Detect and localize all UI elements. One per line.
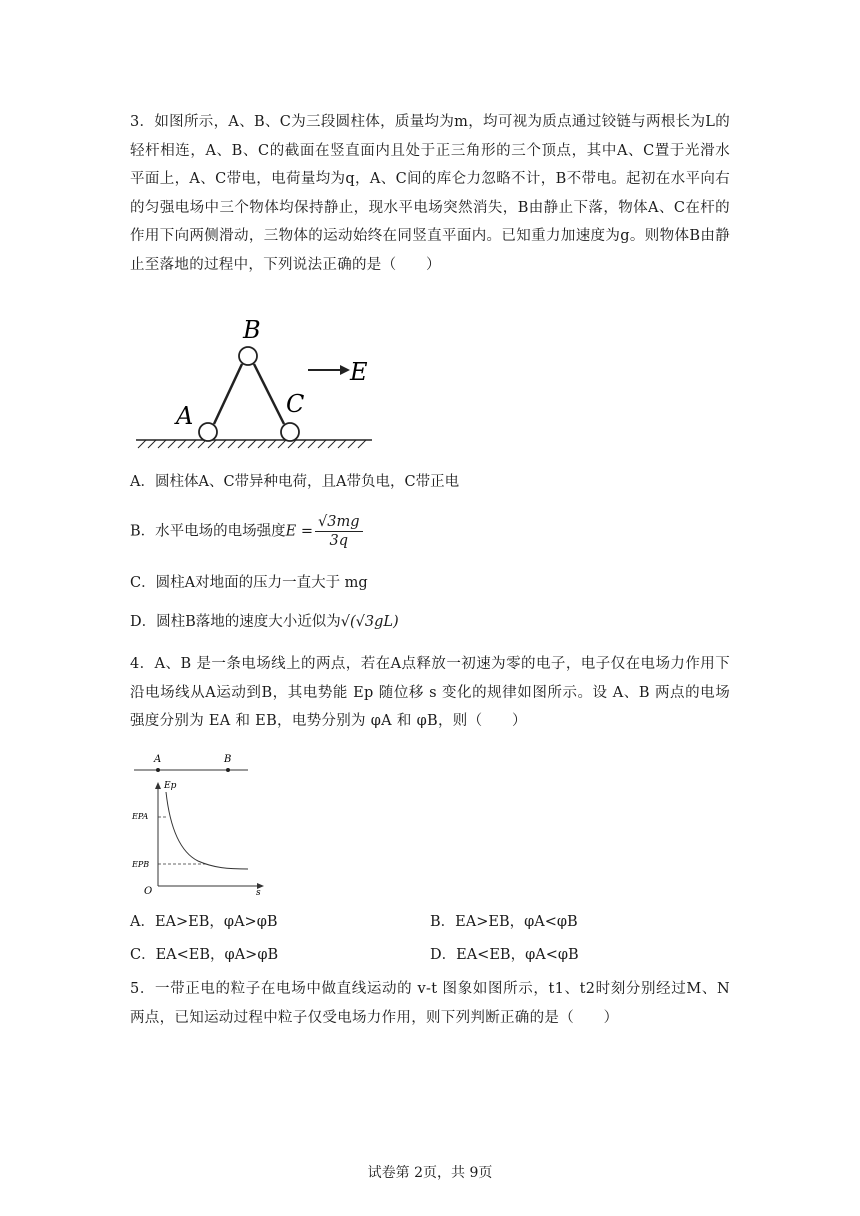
q3-option-b-denominator: 3q: [329, 533, 348, 549]
rod-bc: [254, 364, 284, 424]
q3-option-b-prefix: B．水平电场的电场强度: [130, 523, 286, 540]
cylinder-b: [239, 347, 257, 365]
question-5-text: 5．一带正电的粒子在电场中做直线运动的 v-t 图象如图所示，t1、t2时刻分别经过M、N两点，已知运动过程中粒子仅受电场力作用，则下列判断正确的是（ ）: [130, 981, 730, 1026]
q4-option-b[interactable]: B．EA>EB，φA<φB: [430, 914, 578, 930]
label-a: A: [176, 402, 194, 430]
cylinder-c: [281, 423, 299, 441]
point-b-label: B: [224, 754, 232, 765]
q3-option-b[interactable]: [130, 513, 363, 550]
q3-option-d[interactable]: [130, 612, 399, 632]
q4-figure: [128, 748, 268, 896]
question-3-text: 3．如图所示，A、B、C为三段圆柱体，质量均为m，均可视为质点通过铰链与两根长为L的轻杆相连，A、B、C的截面在竖直面内且处于正三角形的三个顶点，其中A、C置于光滑水平面上，A、C带电，电荷量均为q，A、C间的库仑力忽略不计，B不带电。起初在水平向右的匀强电场中三个物体均保持静止，现水平电场突然消失，B由静止下落，物体A、C在杆的作用下向两侧滑动，三物体的运动始终在同竖直平面内。已知重力加速度为g。则物体B由静止至落地的过程中，下列说法正确的是（ ）: [130, 114, 730, 273]
q3-option-b-fraction: [315, 513, 363, 550]
point-a: [156, 768, 160, 772]
tick-epa: EPA: [132, 812, 149, 821]
y-axis-label: Ep: [164, 781, 177, 791]
q3-option-a[interactable]: A．圆柱体A、C带异种电荷，且A带负电，C带正电: [130, 474, 460, 490]
ground-hatching: [138, 440, 366, 448]
point-b: [226, 768, 230, 772]
origin-label: O: [144, 886, 153, 896]
q4-option-a[interactable]: A．EA>EB，φA>φB: [130, 914, 278, 930]
tick-epb: EPB: [132, 860, 150, 869]
page-footer: 试卷第 2页，共 9页: [367, 1165, 493, 1181]
field-arrow-head: [340, 365, 350, 375]
q3-figure: [128, 312, 378, 452]
label-c: C: [286, 390, 305, 418]
point-a-label: A: [154, 754, 162, 765]
q4-option-d[interactable]: D．EA<EB，φA<φB: [430, 947, 579, 963]
rod-ab: [214, 364, 242, 424]
ep-curve: [166, 792, 248, 869]
q3-option-b-numerator: √3mg: [315, 513, 363, 532]
x-axis-label: s: [256, 888, 261, 896]
label-e: E: [350, 358, 368, 386]
q3-option-d-formula: √(√3gL): [340, 614, 399, 630]
q3-option-d-prefix: D．圆柱B落地的速度大小近似为: [130, 614, 341, 630]
label-b: B: [243, 316, 261, 344]
y-axis-arrow: [155, 782, 161, 789]
q3-option-c[interactable]: C．圆柱A对地面的压力一直大于 mg: [130, 575, 368, 591]
q4-option-c[interactable]: C．EA<EB，φA>φB: [130, 947, 279, 963]
q3-option-b-lhs: E =: [285, 523, 313, 540]
cylinder-a: [199, 423, 217, 441]
question-4-text: 4．A、B 是一条电场线上的两点，若在A点释放一初速为零的电子，电子仅在电场力作用下沿电场线从A运动到B，其电势能 Ep 随位移 s 变化的规律如图所示。设 A、B 两点的电场强度分别为 EA 和 EB，电势分别为 φA 和 φB，则（ ）: [130, 656, 730, 729]
